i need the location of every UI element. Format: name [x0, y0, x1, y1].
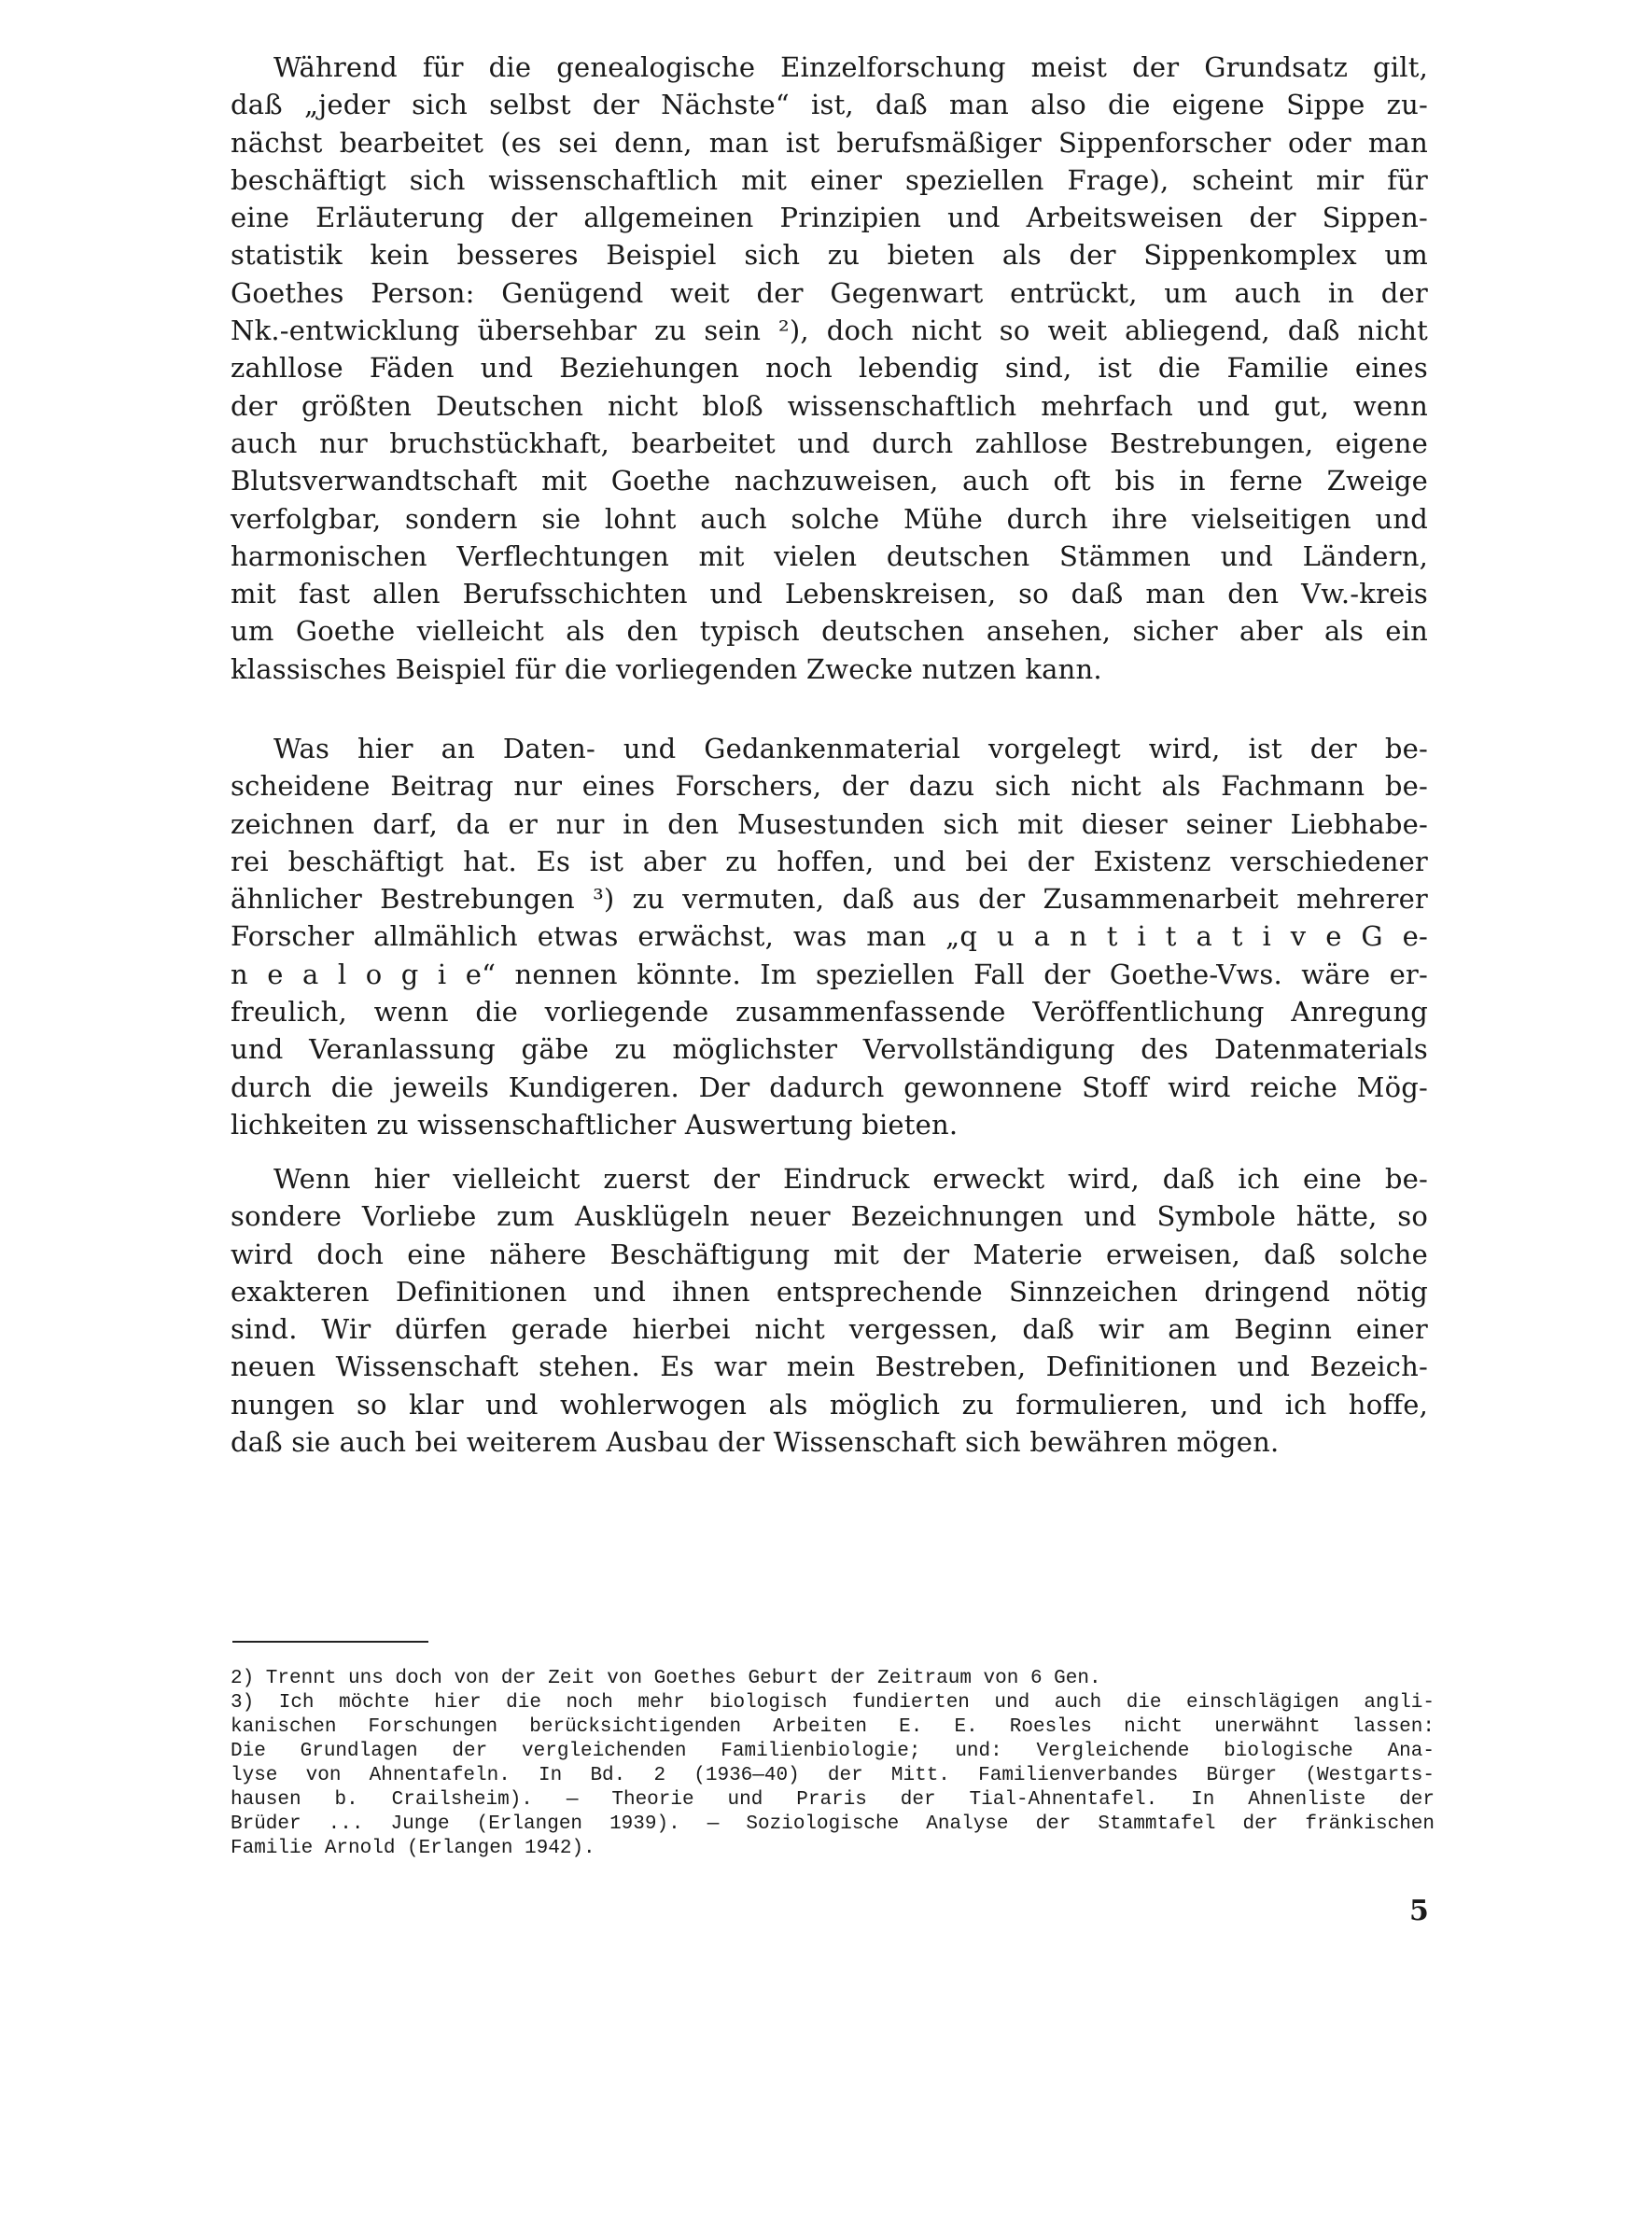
text-line: beschäftigt sich wissenschaftlich mit einer speziellen Frage), scheint mir für	[231, 163, 1428, 196]
text-line: Nk.-entwicklung übersehbar zu sein ²), doch nicht so weit abliegend, daß nicht	[231, 315, 1428, 347]
footnote-line: 2) Trennt uns doch von der Zeit von Goethes Geburt der Zeitraum von 6 Gen.	[231, 1668, 1101, 1689]
text-line: ähnlicher Bestrebungen ³) zu vermuten, daß aus der Zusammenarbeit mehrerer	[231, 883, 1428, 916]
page-number: 5	[1409, 1895, 1429, 1927]
footnote-line: 3) Ich möchte hier die noch mehr biologisch fundierten und auch die einschlägigen angli-	[231, 1692, 1435, 1714]
text-line: daß „jeder sich selbst der Nächste“ ist, daß man also die eigene Sippe zu-	[231, 89, 1428, 121]
text-line: exakteren Definitionen und ihnen entsprechende Sinnzeichen dringend nötig	[231, 1275, 1428, 1308]
text-line: n e a l o g i e“ nennen könnte. Im speziellen Fall der Goethe-Vws. wäre er-	[231, 958, 1428, 990]
text-line: Was hier an Daten- und Gedankenmaterial vorgelegt wird, ist der be-	[273, 733, 1428, 764]
text-line: mit fast allen Berufsschichten und Lebenskreisen, so daß man den Vw.-kreis	[231, 578, 1428, 610]
footnote-line: kanischen Forschungen berücksichtigenden Arbeiten E. E. Roesles nicht unerwähnt lassen:	[231, 1716, 1435, 1738]
paragraph-3	[231, 1160, 1428, 1461]
footnotes	[231, 1667, 1435, 1861]
text-line: rei beschäftigt hat. Es ist aber zu hoffen, und bei der Existenz verschiedener	[231, 845, 1428, 877]
text-line: statistik kein besseres Beispiel sich zu bieten als der Sippenkomplex um	[231, 239, 1428, 272]
text-line: klassisches Beispiel für die vorliegenden Zwecke nutzen kann.	[231, 652, 1102, 685]
text-line: freulich, wenn die vorliegende zusammenfassende Veröffentlichung Anregung	[231, 996, 1428, 1029]
text-line: verfolgbar, sondern sie lohnt auch solche Mühe durch ihre vielseitigen und	[231, 502, 1428, 535]
text-line: zeichnen darf, da er nur in den Musestunden sich mit dieser seiner Liebhabe-	[231, 807, 1428, 840]
text-line: wird doch eine nähere Beschäftigung mit der Materie erweisen, daß solche	[231, 1238, 1428, 1270]
text-line: durch die jeweils Kundigeren. Der dadurch gewonnene Stoff wird reiche Mög-	[231, 1071, 1428, 1103]
footnote-rule	[232, 1641, 428, 1643]
paragraph-2	[231, 730, 1428, 1143]
text-line: Während für die genealogische Einzelforschung meist der Grundsatz gilt,	[273, 51, 1428, 83]
text-line: scheidene Beitrag nur eines Forschers, der dazu sich nicht als Fachmann be-	[231, 770, 1428, 803]
text-line: Wenn hier vielleicht zuerst der Eindruck erweckt wird, daß ich eine be-	[273, 1163, 1428, 1195]
footnote-line: Die Grundlagen der vergleichenden Familienbiologie; und: Vergleichende biologische Ana-	[231, 1741, 1435, 1762]
text-line: Blutsverwandtschaft mit Goethe nachzuweisen, auch oft bis in ferne Zweige	[231, 465, 1428, 497]
paragraph-1	[231, 49, 1428, 688]
text-line: neuen Wissenschaft stehen. Es war mein Bestreben, Definitionen und Bezeich-	[231, 1351, 1428, 1383]
text-line: der größten Deutschen nicht bloß wissenschaftlich mehrfach und gut, wenn	[231, 389, 1428, 422]
text-line: sind. Wir dürfen gerade hierbei nicht vergessen, daß wir am Beginn einer	[231, 1313, 1428, 1346]
text-line: Forscher allmählich etwas erwächst, was man „q u a n t i t a t i v e G e-	[231, 920, 1428, 953]
footnote-line: hausen b. Crailsheim). — Theorie und Praris der Tial-Ahnentafel. In Ahnenliste der	[231, 1789, 1435, 1811]
text-line: nächst bearbeitet (es sei denn, man ist berufsmäßiger Sippenforscher oder man	[231, 126, 1428, 159]
footnote-line: Familie Arnold (Erlangen 1942).	[231, 1838, 595, 1859]
text-line: eine Erläuterung der allgemeinen Prinzipien und Arbeitsweisen der Sippen-	[231, 202, 1428, 234]
footnote-line: lyse von Ahnentafeln. In Bd. 2 (1936—40) der Mitt. Familienverbandes Bürger (Westgarts-	[231, 1765, 1435, 1786]
text-line: Goethes Person: Genügend weit der Gegenwart entrückt, um auch in der	[231, 276, 1428, 309]
text-line: auch nur bruchstückhaft, bearbeitet und durch zahllose Bestrebungen, eigene	[231, 427, 1428, 459]
text-line: um Goethe vielleicht als den typisch deutschen ansehen, sicher aber als ein	[231, 615, 1428, 648]
text-line: daß sie auch bei weiterem Ausbau der Wissenschaft sich bewähren mögen.	[231, 1426, 1280, 1459]
text-line: sondere Vorliebe zum Ausklügeln neuer Bezeichnungen und Symbole hätte, so	[231, 1200, 1428, 1233]
text-line: nungen so klar und wohlerwogen als möglich zu formulieren, und ich hoffe,	[231, 1388, 1428, 1421]
footnote-line: Brüder ... Junge (Erlangen 1939). — Soziologische Analyse der Stammtafel der fränkischen	[231, 1813, 1435, 1835]
text-line: lichkeiten zu wissenschaftlicher Auswertung bieten.	[231, 1108, 959, 1141]
text-line: und Veranlassung gäbe zu möglichster Vervollständigung des Datenmaterials	[231, 1033, 1428, 1066]
text-line: harmonischen Verflechtungen mit vielen deutschen Stämmen und Ländern,	[231, 539, 1428, 572]
text-line: zahllose Fäden und Beziehungen noch lebendig sind, ist die Familie eines	[231, 352, 1428, 385]
